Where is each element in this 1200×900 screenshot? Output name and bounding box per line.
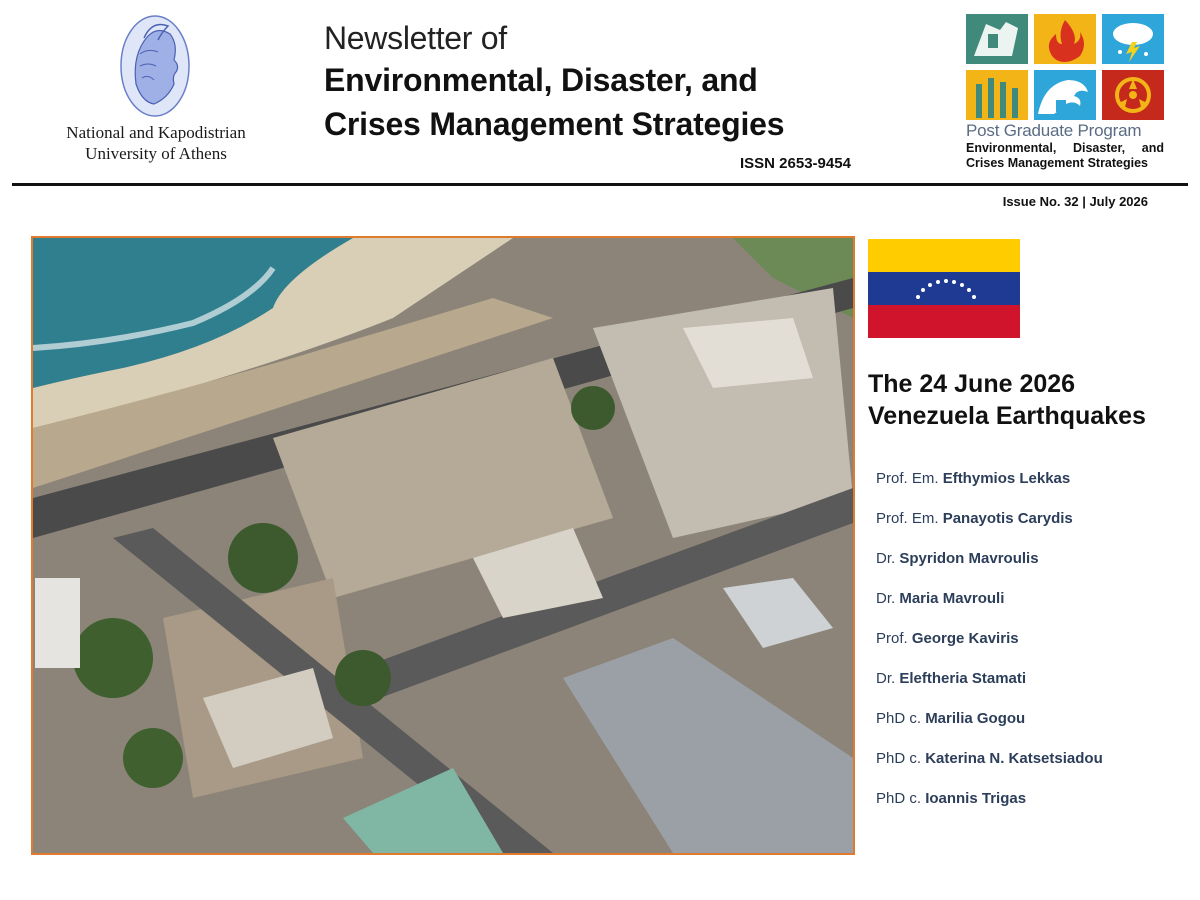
newsletter-title-line3: Crises Management Strategies <box>324 106 785 142</box>
storm-icon <box>1102 14 1164 64</box>
author-title: PhD c. <box>876 710 922 727</box>
aerial-earthquake-photo <box>31 236 855 855</box>
author-item <box>876 710 1186 750</box>
wave-icon <box>1034 70 1096 120</box>
author-name: Katerina N. Katsetsiadou <box>925 750 1103 767</box>
author-name: Efthymios Lekkas <box>942 470 1071 487</box>
author-name: Spyridon Mavroulis <box>899 550 1039 567</box>
author-name: Eleftheria Stamati <box>899 670 1027 687</box>
author-item <box>876 670 1186 710</box>
program-title: Post Graduate Program <box>966 121 1142 140</box>
issue-info: Issue No. 32 | July 2026 <box>1002 194 1148 209</box>
author-name: Panayotis Carydis <box>942 510 1073 527</box>
university-name-line1: National and Kapodistrian <box>66 123 246 142</box>
author-item <box>876 470 1186 510</box>
author-name: Marilia Gogou <box>925 710 1026 727</box>
program-logo <box>966 14 1166 122</box>
program-subtitle-line2: Crises Management Strategies <box>966 156 1149 170</box>
author-title: PhD c. <box>876 750 922 767</box>
author-list <box>876 470 1186 830</box>
university-name-line2: University of Athens <box>85 144 227 163</box>
header-divider <box>12 183 1188 186</box>
athena-head-icon <box>118 14 192 118</box>
author-title: Dr. <box>876 550 896 567</box>
author-item <box>876 630 1186 670</box>
program-subtitle-line1: Environmental, Disaster, and <box>966 141 1164 155</box>
venezuela-flag-icon <box>868 239 1020 338</box>
landslide-icon <box>966 14 1028 64</box>
author-title: Prof. <box>876 630 908 647</box>
article-title-line2: Venezuela Earthquakes <box>868 402 1146 430</box>
newsletter-title-line1: Newsletter of <box>324 20 507 56</box>
university-name <box>20 122 292 164</box>
author-title: Dr. <box>876 670 896 687</box>
fire-icon <box>1034 14 1096 64</box>
author-item <box>876 790 1186 830</box>
author-item <box>876 750 1186 790</box>
author-item <box>876 590 1186 630</box>
author-name: Ioannis Trigas <box>925 790 1027 807</box>
newsletter-title-line2: Environmental, Disaster, and <box>324 62 758 98</box>
author-title: Prof. Em. <box>876 510 939 527</box>
author-title: Dr. <box>876 590 896 607</box>
author-item <box>876 510 1186 550</box>
university-logo <box>118 14 192 118</box>
article-title-line1: The 24 June 2026 <box>868 370 1076 398</box>
issn-number: ISSN 2653-9454 <box>740 155 851 172</box>
hazard-icon <box>1102 70 1164 120</box>
author-name: George Kaviris <box>911 630 1019 647</box>
hands-icon <box>966 70 1028 120</box>
author-title: PhD c. <box>876 790 922 807</box>
author-name: Maria Mavrouli <box>899 590 1005 607</box>
author-title: Prof. Em. <box>876 470 939 487</box>
venezuela-flag <box>868 239 1020 338</box>
author-item <box>876 550 1186 590</box>
